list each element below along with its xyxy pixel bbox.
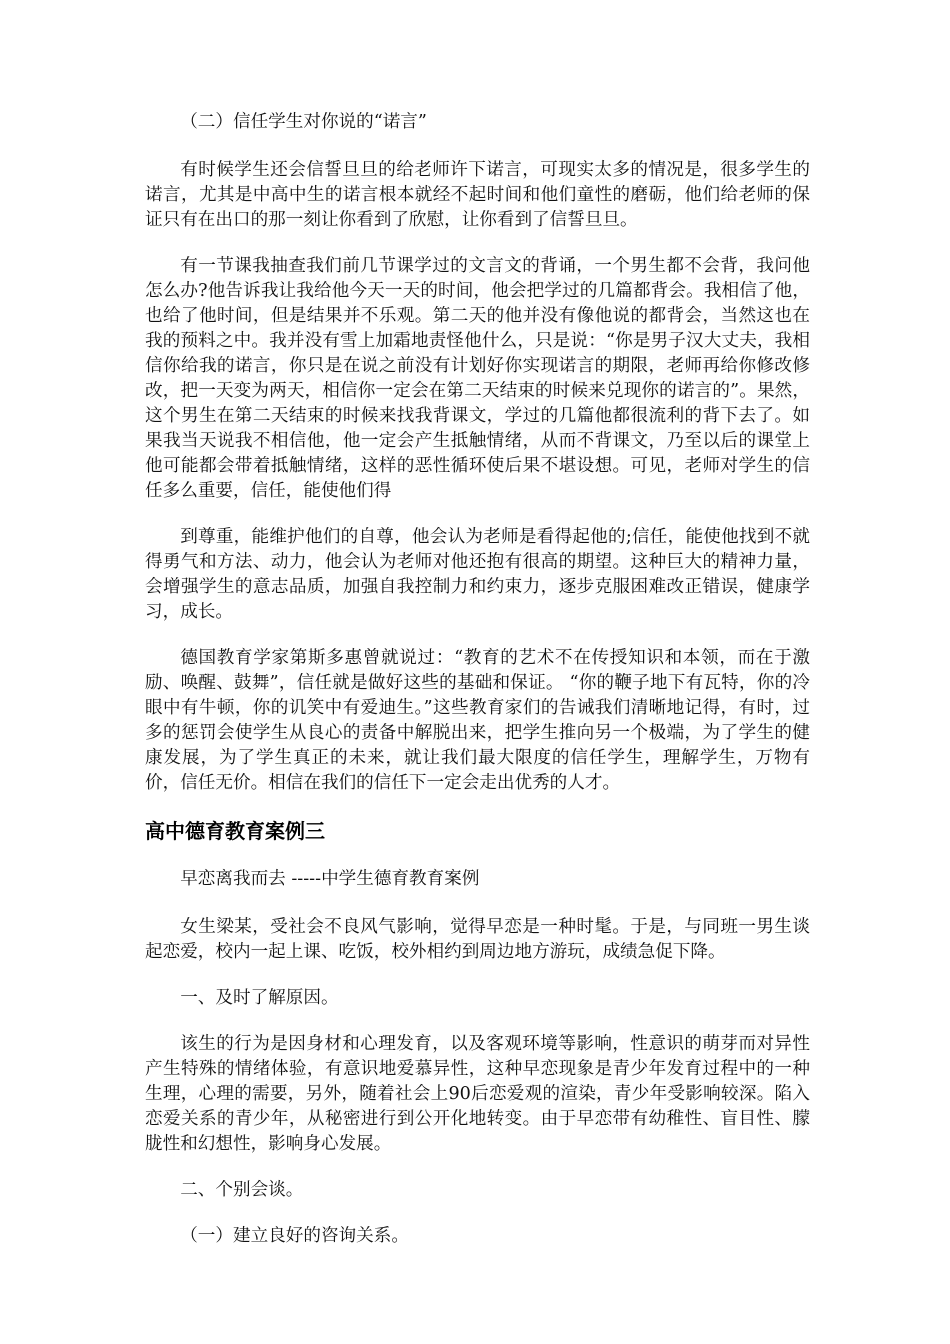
paragraph: 有一节课我抽查我们前几节课学过的文言文的背诵，一个男生都不会背，我问他怎么办?他告诉我让我给他今天一天的时间，他会把学过的几篇都背会。我相信了他，也给了他时间，但是结果并不乐观。第二天的他并没有像他说的都背会，当然这也在我的预料之中。我并没有雪上加霜地责怪他什么，只是说：“你是男子汉大丈夫，我相信你给我的诺言，你只是在说之前没有计划好你实现诺言的期限，老师再给你修改修改，把一天变为两天，相信你一定会在第二天结束的时候来兑现你的诺言的”。果然，这个男生在第二天结束的时候来找我背课文，学过的几篇他都很流利的背下去了。如果我当天说我不相信他，他一定会产生抵触情绪，从而不背课文，乃至以后的课堂上他可能都会带着抵触情绪，这样的恶性循环使后果不堪设想。可见，老师对学生的信任多么重要，信任，能使他们得 <box>145 256 810 501</box>
sub-step-heading: （一）建立良好的咨询关系。 <box>180 1226 409 1246</box>
paragraph: 德国教育学家第斯多惠曾就说过：“教育的艺术不在传授知识和本领，而在于激励、唤醒、鼓舞”，信任就是做好这些的基础和保证。 “你的鞭子地下有瓦特，你的冷眼中有牛顿，你的讥笑中有爱迪生。”这些教育家们的告诫我们清晰地记得，有时，过多的惩罚会使学生从良心的责备中解脱出来，把学生推向另一个极端，为了学生的健康发展，为了学生真正的未来，就让我们最大限度的信任学生，理解学生，万物有价，信任无价。相信在我们的信任下一定会走出优秀的人才。 <box>145 648 810 793</box>
step-heading: 一、及时了解原因。 <box>180 988 339 1008</box>
section-title: 高中德育教育案例三 <box>145 819 325 843</box>
document-page <box>145 110 810 1270</box>
case-subtitle: 早恋离我而去 -----中学生德育教育案例 <box>180 869 480 889</box>
paragraph: 有时候学生还会信誓旦旦的给老师许下诺言，可现实太多的情况是，很多学生的诺言，尤其是中高中生的诺言根本就经不起时间和他们童性的磨砺，他们给老师的保证只有在出口的那一刻让你看到了欣慰，让你看到了信誓旦旦。 <box>145 160 810 230</box>
paragraph: 女生梁某，受社会不良风气影响，觉得早恋是一种时髦。于是，与同班一男生谈起恋爱，校内一起上课、吃饭，校外相约到周边地方游玩，成绩急促下降。 <box>145 917 810 962</box>
paragraph: 该生的行为是因身材和心理发育，以及客观环境等影响，性意识的萌芽而对异性产生特殊的情绪体验，有意识地爱慕异性，这种早恋现象是青少年发育过程中的一种生理，心理的需要，另外，随着社会上90后恋爱观的渲染，青少年受影响较深。陷入恋爱关系的青少年，从秘密进行到公开化地转变。由于早恋带有幼稚性、盲目性、朦胧性和幻想性，影响身心发展。 <box>145 1034 810 1154</box>
paragraph: 到尊重，能维护他们的自尊，他会认为老师是看得起他的;信任，能使他找到不就得勇气和方法、动力，他会认为老师对他还抱有很高的期望。这种巨大的精神力量，会增强学生的意志品质，加强自我控制力和约束力，逐步克服困难改正错误，健康学习，成长。 <box>145 527 810 622</box>
subheading-trust-promises: （二）信任学生对你说的“诺言” <box>180 112 427 132</box>
step-heading: 二、个别会谈。 <box>180 1180 304 1200</box>
